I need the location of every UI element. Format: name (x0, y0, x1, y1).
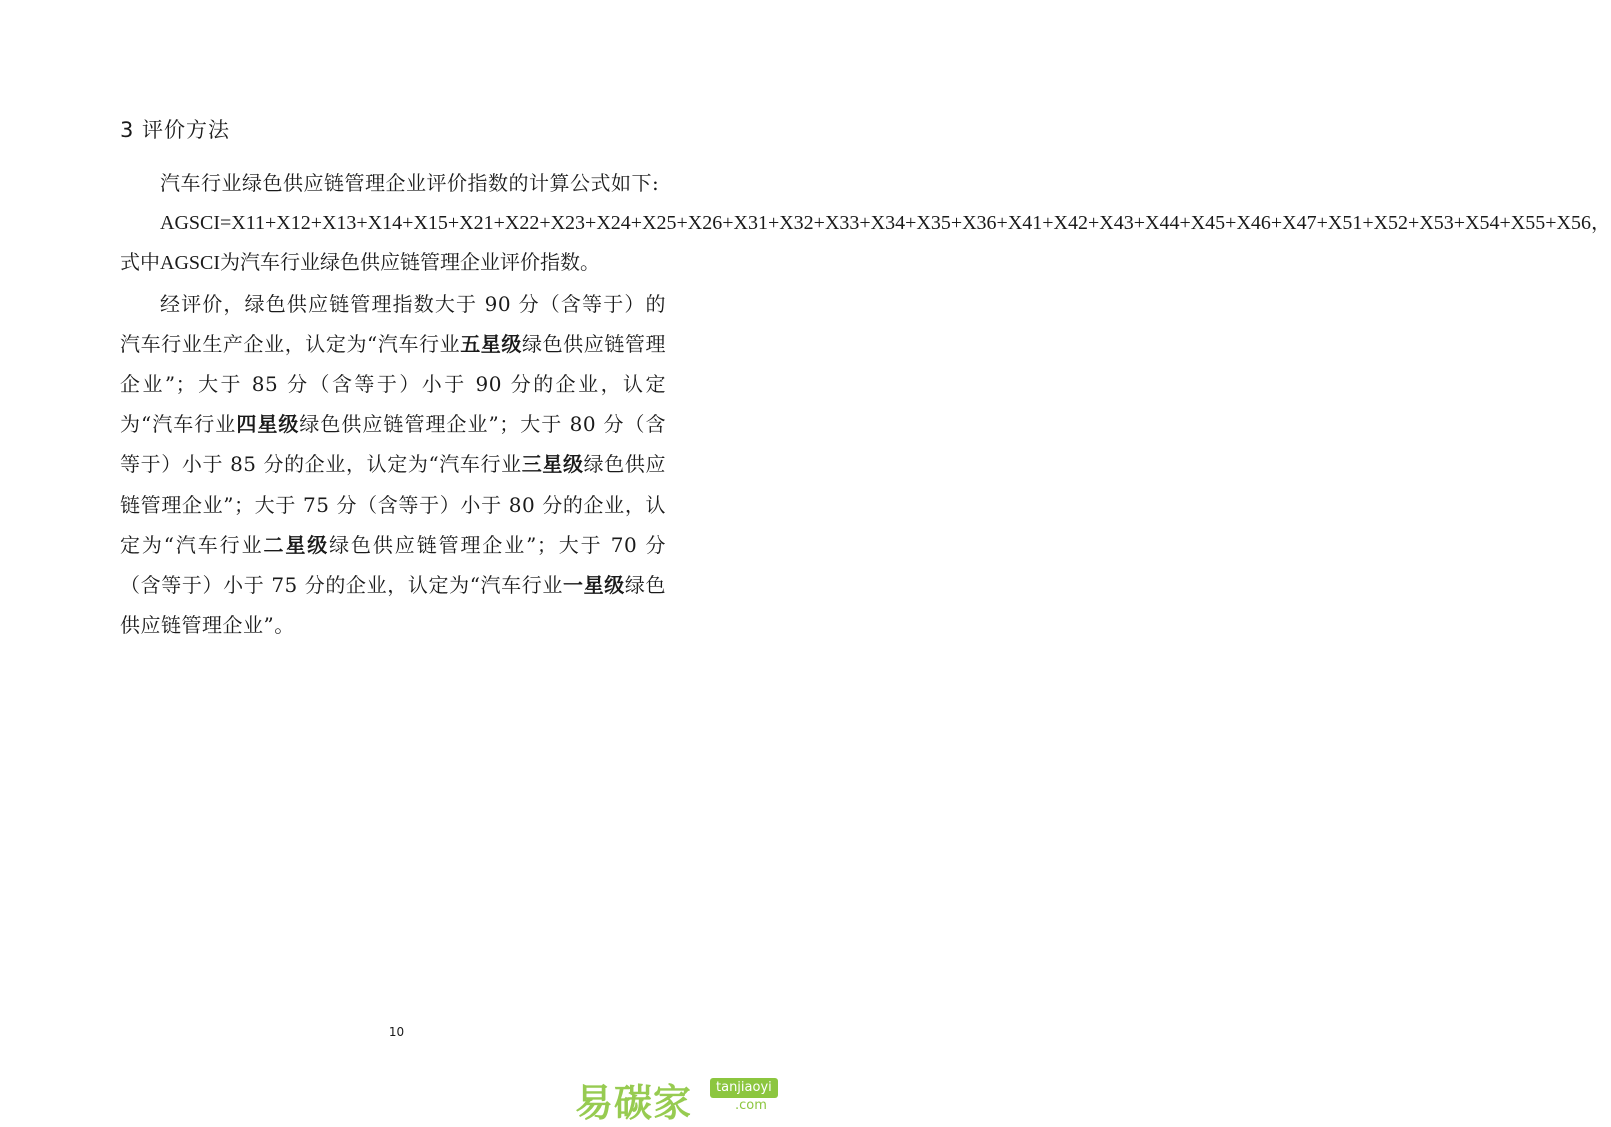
watermark-domain: tanjiaoyi (710, 1078, 778, 1098)
rating-four-star: 四星级 (236, 412, 300, 437)
paragraph-formula: AGSCI=X11+X12+X13+X14+X15+X21+X22+X23+X24+X25+X26+X31+X32+X33+X34+X35+X36+X41+X42+X43+X44+X45+X46+X47+X51+X52+X53+X54+X55+X56，式中AGSCI为汽车行业绿色供应链管理企业评价指数。 (120, 212, 1611, 275)
paragraph-rating-rules (120, 284, 666, 646)
rule-text-5: 绿色供应链管理企业”；大于 70 分（含等于）小于 75 分的企业，认定为“汽车行业 (120, 532, 666, 598)
body-text (120, 163, 1611, 645)
rule-text-2: 绿色供应链管理企业”；大于 85 分（含等于）小于 90 分的企业，认定为“汽车行业 (120, 331, 667, 437)
rating-five-star: 五星级 (460, 331, 522, 356)
watermark-brand: 易碳家 (575, 1081, 693, 1125)
paragraph-intro: 汽车行业绿色供应链管理企业评价指数的计算公式如下: (160, 171, 660, 195)
watermark-logo (575, 1068, 787, 1125)
watermark-suffix: .com (735, 1098, 767, 1113)
page-number: 10 (388, 1025, 405, 1039)
section-heading: 3 评价方法 (120, 118, 231, 142)
rule-text-1: 经评价，绿色供应链管理指数大于 90 分（含等于）的汽车行业生产企业，认定为“汽车行业 (120, 291, 666, 356)
rule-text-3: 绿色供应链管理企业”；大于 80 分（含等于）小于 85 分的企业，认定为“汽车行业 (120, 412, 667, 477)
rating-three-star: 三星级 (521, 452, 584, 477)
rating-one-star: 一星级 (563, 573, 625, 598)
rating-two-star: 二星级 (263, 532, 330, 557)
rule-text-6: 绿色供应链管理企业”。 (120, 573, 667, 638)
rule-text-4: 绿色供应链管理企业”；大于 75 分（含等于）小于 80 分的企业，认定为“汽车行业 (120, 452, 666, 557)
